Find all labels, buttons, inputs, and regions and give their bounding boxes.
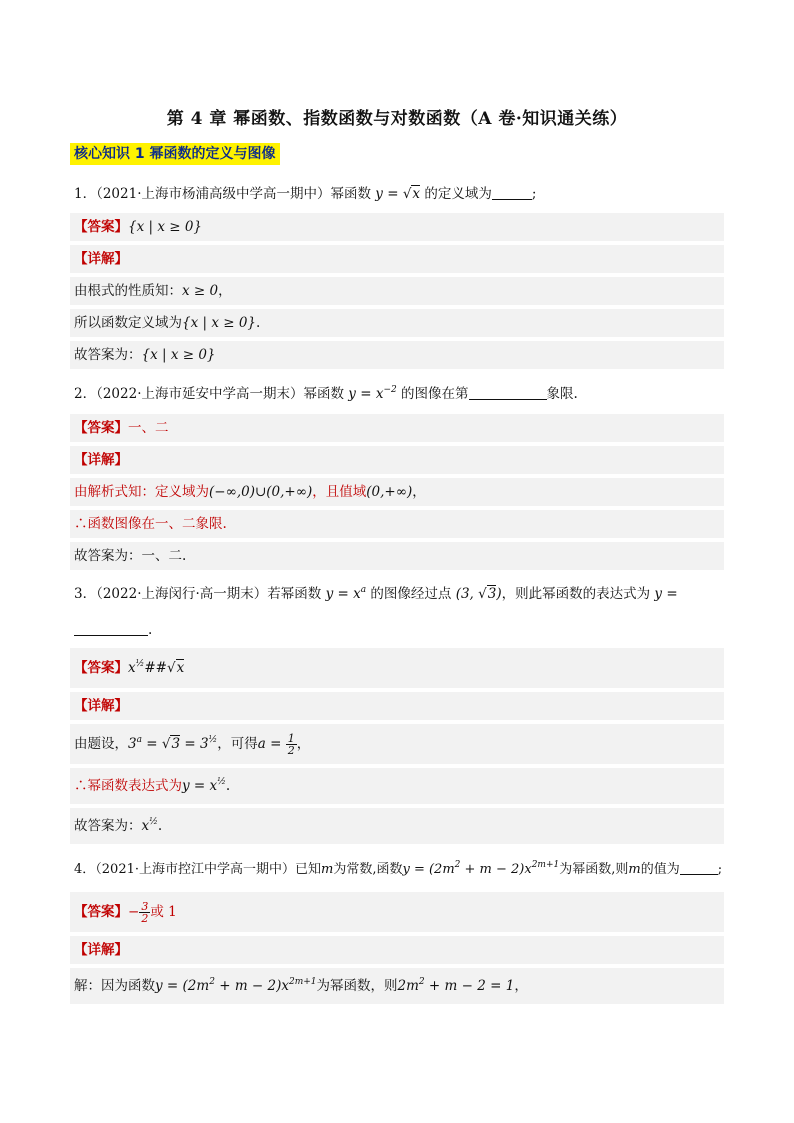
q3-line3-post: .	[157, 818, 163, 834]
q4-line-1	[70, 968, 724, 1004]
answer-blank	[680, 860, 718, 875]
q3-y-equals: y =	[654, 586, 678, 602]
q3-stem-mid: 的图像经过点	[370, 586, 452, 602]
q3-tail: .	[148, 622, 153, 638]
q2-detail-row	[70, 446, 724, 474]
q1-line-1	[70, 277, 724, 305]
detail-label: 【详解】	[74, 698, 128, 714]
q3-answer-power: $x^{\frac{1}{2}}$	[128, 659, 145, 676]
q4-stem-mid2: 为幂函数,则	[559, 862, 629, 877]
q3-line1-mid: ，可得	[217, 736, 258, 752]
question-1	[74, 184, 536, 204]
question-2	[74, 384, 578, 404]
q2-formula: $y = x^{-2}$	[348, 385, 397, 402]
q3-answer-root: √x	[166, 660, 185, 676]
q2-stem: 2．（2022·上海市延安中学高一期末）幂函数	[74, 386, 344, 402]
q3-line1-post: ，	[296, 736, 311, 752]
answer-label: 【答案】	[74, 660, 128, 676]
answer-blank	[492, 185, 532, 200]
q4-answer-row	[70, 892, 724, 932]
question-3-line-2	[74, 620, 152, 640]
answer-label: 【答案】	[74, 420, 128, 436]
q3-line-2	[70, 768, 724, 804]
q2-line1-mid: ，且值域	[312, 484, 367, 500]
q4-line1-post: ，	[514, 978, 528, 994]
section-heading: 核心知识 1 幂函数的定义与图像	[70, 143, 280, 165]
q2-line1-math2: (0,+∞)	[366, 484, 413, 500]
q4-m: m	[628, 862, 641, 877]
q4-formula: $y = (2m^2 + m - 2)x^{2m+1}$	[402, 860, 560, 877]
page-title: 第 4 章 幂函数、指数函数与对数函数（A 卷·知识通关练）	[166, 109, 628, 129]
q1-detail-row	[70, 245, 724, 273]
q1-line-3	[70, 341, 724, 369]
q3-line2-text: ∴幂函数表达式为	[74, 778, 182, 794]
q3-line2-math: $y = x^{\frac{1}{2}}$	[182, 777, 226, 794]
q1-line3-text: 故答案为：	[74, 347, 142, 363]
q3-point: (3, √3)	[455, 586, 502, 602]
q2-line-2	[70, 510, 724, 538]
q1-answer-row	[70, 213, 724, 241]
q1-answer: {x | x ≥ 0}	[128, 219, 203, 235]
q1-stem-post: 的定义域为	[424, 186, 492, 202]
q1-line1-math: x ≥ 0	[182, 283, 219, 299]
q3-stem-post: ，则此幂函数的表达式为	[501, 586, 651, 602]
question-4	[74, 860, 722, 880]
q2-line2-text: ∴函数图像在一、二象限.	[74, 516, 227, 532]
q2-line-1	[70, 478, 724, 506]
q4-m: m	[321, 862, 334, 877]
detail-label: 【详解】	[74, 251, 128, 267]
q3-detail-row	[70, 692, 724, 720]
q3-answer-sep: ##	[144, 660, 167, 676]
q1-line2-post: .	[256, 315, 261, 331]
q4-answer-frac: − $\frac{3}{2}$	[128, 900, 149, 925]
q3-line1-a: a = $\frac{1}{2}$	[257, 732, 295, 757]
q1-line2-text: 所以函数定义域为	[74, 315, 182, 331]
q2-line1-math: (−∞,0)∪(0,+∞)	[209, 484, 313, 500]
question-3	[74, 584, 678, 604]
q2-stem-post: 的图像在第	[401, 386, 469, 402]
q3-line1-eq: $3^a = √3 = 3^{\frac{1}{2}}$	[128, 735, 218, 752]
q4-line1-eq: $2m^2 + m - 2 = 1$	[397, 977, 515, 994]
answer-label: 【答案】	[74, 904, 128, 920]
q4-answer-post: 或 1	[150, 904, 177, 920]
q4-detail-row	[70, 936, 724, 964]
q1-tail: ;	[531, 186, 537, 202]
q4-line1-mid: 为幂函数，则	[316, 978, 398, 994]
q2-tail: 象限.	[546, 386, 578, 402]
q3-formula: $y = x^a$	[325, 585, 367, 602]
q4-line1-text: 解：因为函数	[74, 978, 155, 994]
q1-stem: 1．（2021·上海市杨浦高级中学高一期中）幂函数	[74, 186, 371, 202]
q2-answer-row	[70, 414, 724, 442]
q3-line3-text: 故答案为：	[74, 818, 142, 834]
q4-stem-post: 的值为	[640, 862, 680, 877]
q3-stem: 3．（2022·上海闵行·高一期末）若幂函数	[74, 586, 322, 602]
q3-line-3	[70, 808, 724, 844]
q1-line-2	[70, 309, 724, 337]
q3-answer-row	[70, 648, 724, 688]
detail-label: 【详解】	[74, 452, 128, 468]
q4-stem: 4．（2021·上海市控江中学高一期中）已知	[74, 862, 321, 877]
q4-stem-mid: 为常数,函数	[333, 862, 403, 877]
q3-line1-text: 由题设，	[74, 736, 128, 752]
q2-answer: 一、二	[128, 420, 169, 436]
q4-tail: ;	[717, 862, 723, 877]
q4-line1-formula: $y = (2m^2 + m - 2)x^{2m+1}$	[155, 977, 317, 994]
answer-blank	[469, 385, 547, 400]
q3-line3-math: $x^{\frac{1}{2}}$	[141, 817, 158, 834]
q1-line3-math: {x | x ≥ 0}	[141, 347, 216, 363]
answer-blank	[74, 621, 148, 636]
q2-line1-post: ，	[412, 484, 426, 500]
detail-label: 【详解】	[74, 942, 128, 958]
q3-line-1	[70, 724, 724, 764]
q2-line1-text: 由解析式知：定义域为	[74, 484, 209, 500]
q1-formula: y = √x	[375, 186, 421, 202]
q2-line-3	[70, 542, 724, 570]
answer-label: 【答案】	[74, 219, 128, 235]
q1-line2-math: {x | x ≥ 0}	[182, 315, 257, 331]
q1-line1-post: ，	[218, 283, 232, 299]
q1-line1-text: 由根式的性质知：	[74, 283, 182, 299]
q3-line2-post: .	[225, 778, 231, 794]
q2-line3-text: 故答案为：一、二.	[74, 548, 187, 564]
